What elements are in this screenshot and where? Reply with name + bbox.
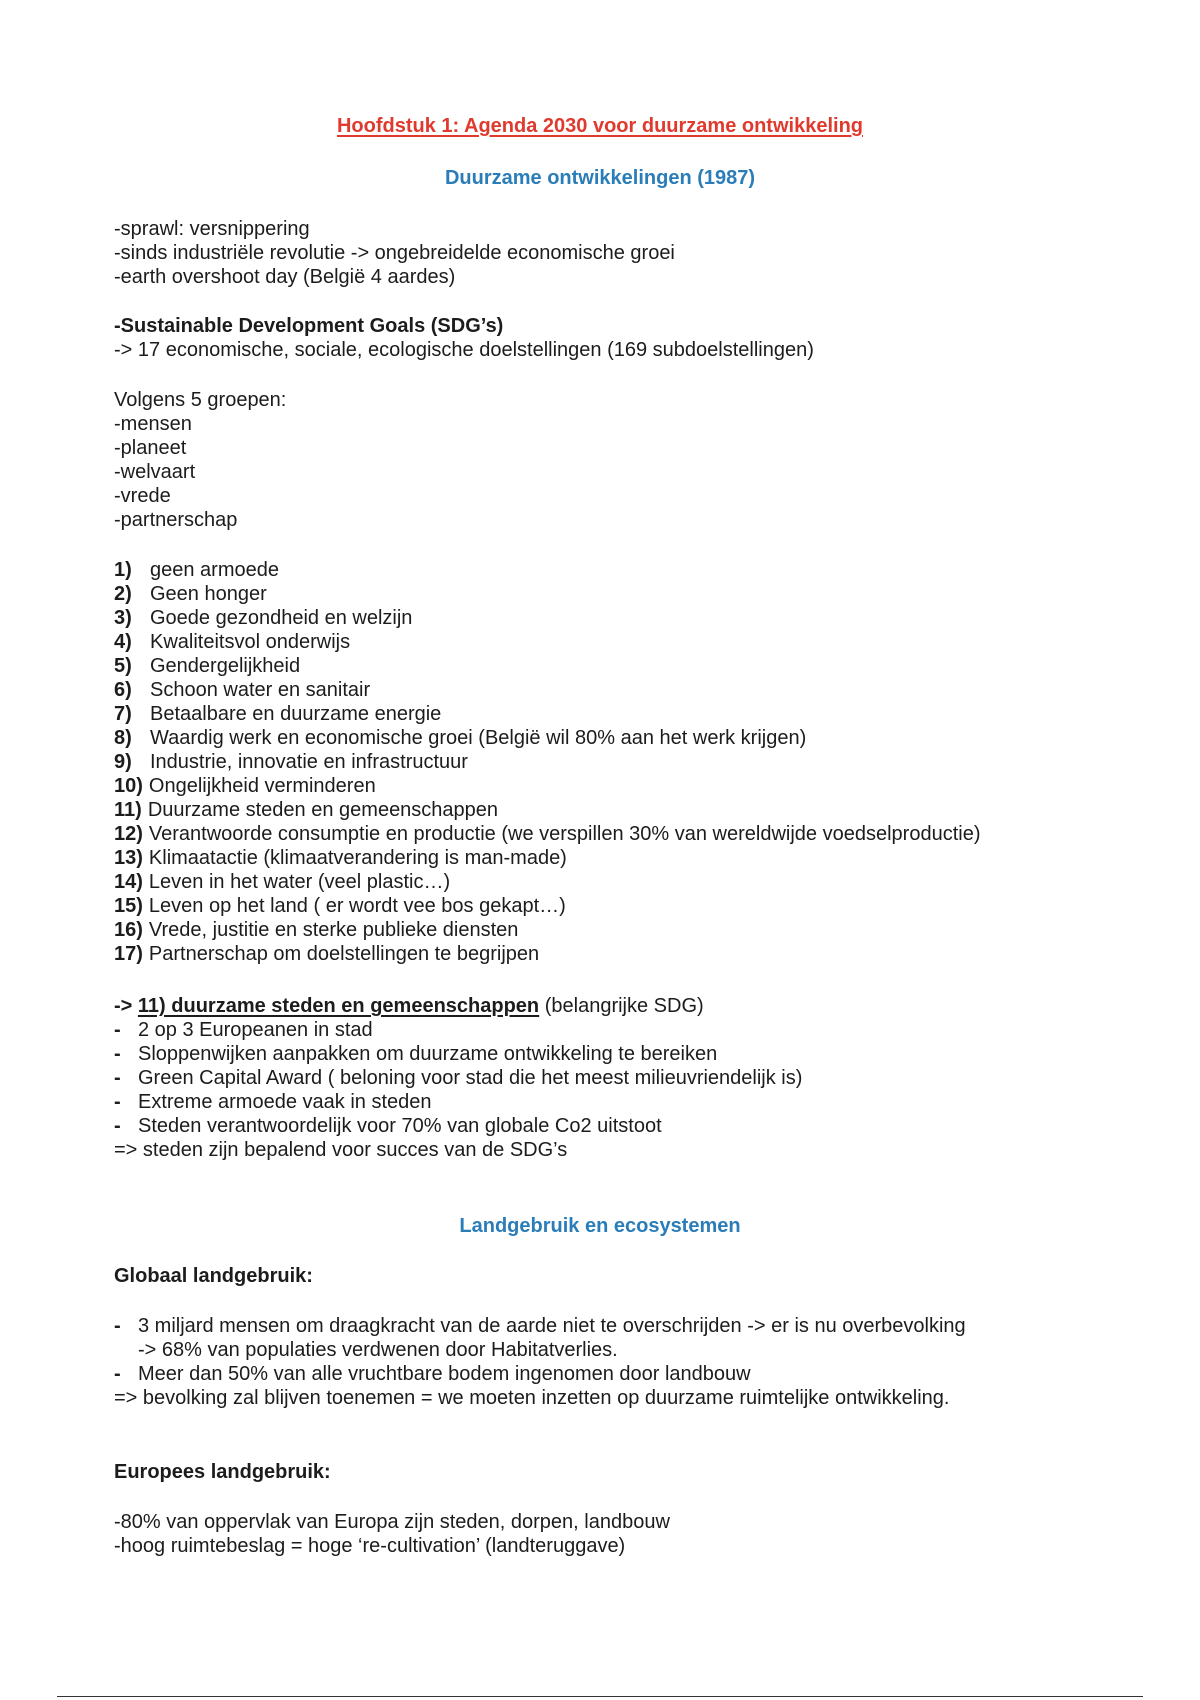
global-bullet-text: 3 miljard mensen om draagkracht van de aarde niet te overschrijden -> er is nu overbevolking	[138, 1315, 966, 1337]
goal-number: 9)	[114, 751, 132, 773]
section-title-landgebruik: Landgebruik en ecosystemen	[459, 1215, 741, 1237]
goal-number: 17)	[114, 943, 143, 965]
goal-item	[114, 822, 980, 846]
goal-text: Ongelijkheid verminderen	[148, 775, 376, 797]
goal-number: 14)	[114, 871, 143, 893]
goal-number: 7)	[114, 703, 132, 725]
goal-item	[114, 702, 441, 726]
goal-item	[114, 654, 300, 678]
goal-item	[114, 726, 806, 750]
focus-bullet-text: 2 op 3 Europeanen in stad	[138, 1019, 373, 1041]
goal-item	[114, 798, 498, 822]
goal-item	[114, 846, 567, 870]
goal-item	[114, 558, 279, 582]
goal-item	[114, 678, 370, 702]
goal-text: Schoon water en sanitair	[150, 679, 371, 701]
focus-bullet	[114, 1114, 662, 1138]
footer-divider	[57, 1696, 1143, 1697]
focus-bullet	[114, 1042, 717, 1066]
goal-item	[114, 894, 566, 918]
focus-bullet	[114, 1090, 432, 1114]
bullet-dash: -	[114, 1091, 121, 1113]
goal-number: 1)	[114, 559, 132, 581]
bullet-dash: -	[114, 1315, 121, 1337]
goal-number: 3)	[114, 607, 132, 629]
goal-number: 15)	[114, 895, 143, 917]
goal-text: Klimaatactie (klimaatverandering is man-made)	[148, 847, 567, 869]
focus-heading-line	[114, 994, 704, 1018]
goal-item	[114, 774, 376, 798]
goal-item	[114, 630, 350, 654]
goal-number: 11)	[114, 799, 142, 821]
global-bullet	[114, 1362, 751, 1386]
goal-number: 16)	[114, 919, 143, 941]
sdg-summary: -> 17 economische, sociale, ecologische doelstellingen (169 subdoelstellingen)	[114, 339, 814, 361]
goal-text: Partnerschap om doelstellingen te begrijpen	[148, 943, 540, 965]
goal-text: Leven in het water (veel plastic…)	[148, 871, 451, 893]
goal-text: Goede gezondheid en welzijn	[150, 607, 413, 629]
intro-line: -sinds industriële revolutie -> ongebreidelde economische groei	[114, 242, 675, 264]
intro-line: -earth overshoot day (België 4 aardes)	[114, 266, 456, 288]
goal-item	[114, 750, 468, 774]
focus-bullet-text: Green Capital Award ( beloning voor stad die het meest milieuvriendelijk is)	[138, 1067, 803, 1089]
group-item: -mensen	[114, 413, 192, 435]
goal-item	[114, 942, 539, 966]
goal-item	[114, 582, 267, 606]
bullet-dash: -	[114, 1019, 121, 1041]
section-title-duurzame-ontwikkelingen: Duurzame ontwikkelingen (1987)	[444, 167, 756, 189]
goal-number: 8)	[114, 727, 132, 749]
goal-number: 5)	[114, 655, 132, 677]
focus-note: (belangrijke SDG)	[544, 995, 704, 1017]
group-item: -vrede	[114, 485, 171, 507]
goal-text: Duurzame steden en gemeenschappen	[147, 799, 499, 821]
global-bullet-text: Meer dan 50% van alle vruchtbare bodem ingenomen door landbouw	[138, 1363, 751, 1385]
focus-bullet	[114, 1066, 802, 1090]
arrow: ->	[114, 995, 133, 1017]
focus-bullet-text: Extreme armoede vaak in steden	[138, 1091, 432, 1113]
goal-text: Verantwoorde consumptie en productie (we verspillen 30% van wereldwijde voedselproductie)	[148, 823, 981, 845]
groups-heading: Volgens 5 groepen:	[114, 389, 287, 411]
goal-text: Betaalbare en duurzame energie	[150, 703, 442, 725]
focus-bullet-text: Sloppenwijken aanpakken om duurzame ontwikkeling te bereiken	[138, 1043, 718, 1065]
global-conclusion: => bevolking zal blijven toenemen = we moeten inzetten op duurzame ruimtelijke ontwikkeling.	[114, 1387, 950, 1409]
goal-text: Industrie, innovatie en infrastructuur	[150, 751, 468, 773]
goal-item	[114, 606, 412, 630]
goal-text: Gendergelijkheid	[150, 655, 301, 677]
goal-item	[114, 870, 450, 894]
goal-text: Geen honger	[150, 583, 267, 605]
global-bullet-continuation: -> 68% van populaties verdwenen door Habitatverlies.	[138, 1339, 618, 1361]
europe-line: -hoog ruimtebeslag = hoge ‘re-cultivation’ (landteruggave)	[114, 1535, 626, 1557]
focus-heading: 11) duurzame steden en gemeenschappen	[137, 995, 540, 1017]
goal-number: 2)	[114, 583, 132, 605]
goal-number: 12)	[114, 823, 143, 845]
goal-number: 6)	[114, 679, 132, 701]
bullet-dash: -	[114, 1363, 121, 1385]
goal-text: Kwaliteitsvol onderwijs	[150, 631, 351, 653]
bullet-dash: -	[114, 1043, 121, 1065]
europe-heading: Europees landgebruik:	[114, 1461, 331, 1483]
focus-bullet-text: Steden verantwoordelijk voor 70% van globale Co2 uitstoot	[138, 1115, 662, 1137]
goal-number: 4)	[114, 631, 132, 653]
goal-item	[114, 918, 518, 942]
chapter-title: Hoofdstuk 1: Agenda 2030 voor duurzame ontwikkeling	[336, 115, 863, 137]
goal-text: Waardig werk en economische groei (België wil 80% aan het werk krijgen)	[150, 727, 807, 749]
bullet-dash: -	[114, 1067, 121, 1089]
goal-text: geen armoede	[150, 559, 279, 581]
focus-conclusion: => steden zijn bepalend voor succes van de SDG’s	[114, 1139, 568, 1161]
goal-text: Vrede, justitie en sterke publieke diensten	[148, 919, 519, 941]
focus-bullet	[114, 1018, 373, 1042]
goal-number: 13)	[114, 847, 143, 869]
europe-line: -80% van oppervlak van Europa zijn steden, dorpen, landbouw	[114, 1511, 670, 1533]
sdg-heading: -Sustainable Development Goals (SDG’s)	[114, 315, 504, 337]
goal-text: Leven op het land ( er wordt vee bos gekapt…)	[148, 895, 566, 917]
group-item: -partnerschap	[114, 509, 238, 531]
intro-line: -sprawl: versnippering	[114, 218, 310, 240]
goal-number: 10)	[114, 775, 143, 797]
group-item: -planeet	[114, 437, 187, 459]
global-heading: Globaal landgebruik:	[114, 1265, 313, 1287]
group-item: -welvaart	[114, 461, 196, 483]
bullet-dash: -	[114, 1115, 121, 1137]
global-bullet	[114, 1314, 966, 1338]
